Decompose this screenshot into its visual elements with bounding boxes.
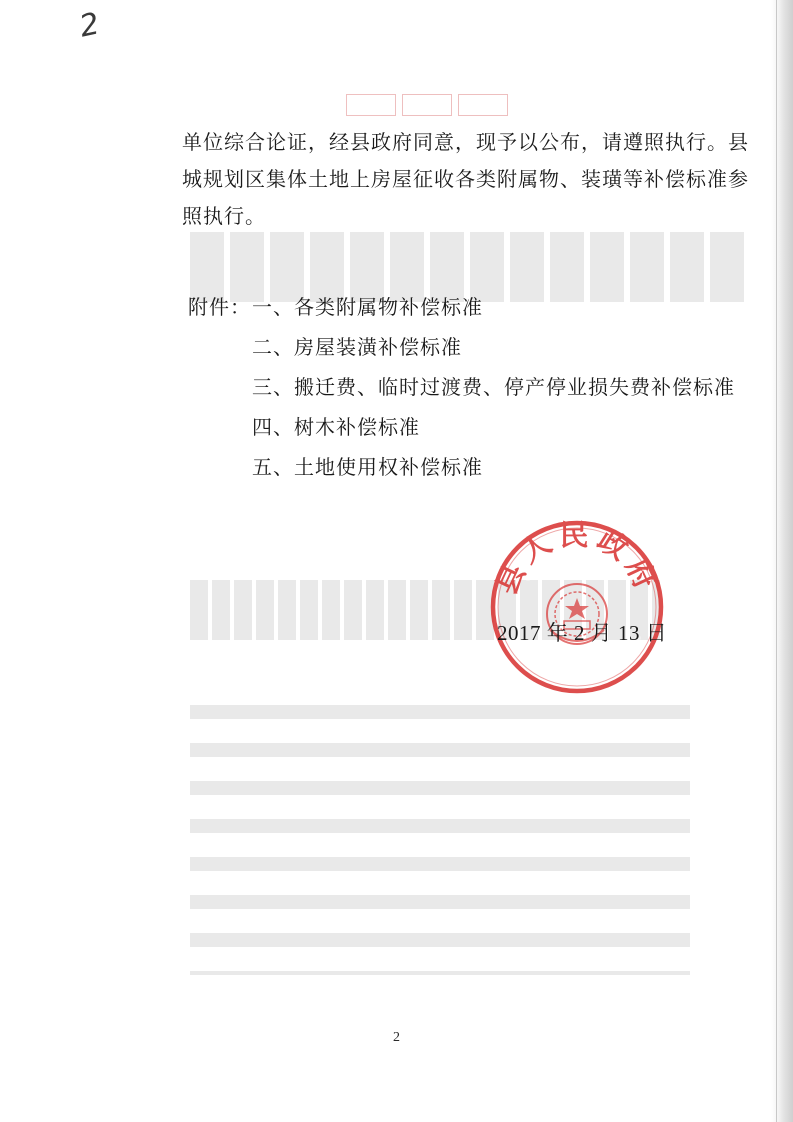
- attachment-item: 四、树木补偿标准: [252, 415, 420, 439]
- attachment-row-2: [188, 327, 768, 367]
- issue-date: 2017 年 2 月 13 日: [497, 621, 668, 645]
- seal-text: 县人民政府: [488, 518, 666, 600]
- attachment-row-3: [188, 367, 768, 407]
- svg-text:县人民政府: [489, 518, 665, 599]
- attachment-item: 五、土地使用权补偿标准: [252, 455, 483, 479]
- body-paragraph: [182, 124, 770, 235]
- body-line-1: 单位综合论证，经县政府同意，现予以公布，请遵照执行。县: [182, 130, 749, 154]
- scan-edge-line: [776, 0, 777, 1122]
- scan-binding-edge: [771, 0, 793, 1122]
- bleed-through-block-3: [190, 705, 690, 975]
- attachments-list: [188, 287, 768, 487]
- attachment-row-5: [188, 447, 768, 487]
- body-line-3: 照执行。: [182, 204, 266, 228]
- seam-seal-strip: [346, 94, 516, 120]
- attachment-row-4: [188, 407, 768, 447]
- attachment-item: 二、房屋装潢补偿标准: [252, 335, 462, 359]
- attachment-item: 一、各类附属物补偿标准: [252, 295, 483, 319]
- official-seal-stamp: [488, 518, 666, 696]
- attachments-label: 附件：: [188, 295, 251, 319]
- attachment-row-1: [188, 287, 768, 327]
- page-number: 2: [393, 1030, 400, 1045]
- attachment-item: 三、搬迁费、临时过渡费、停产停业损失费补偿标准: [252, 375, 735, 399]
- handwritten-page-mark: 2: [76, 6, 103, 45]
- body-line-2: 城规划区集体土地上房屋征收各类附属物、装璜等补偿标准参: [182, 167, 749, 191]
